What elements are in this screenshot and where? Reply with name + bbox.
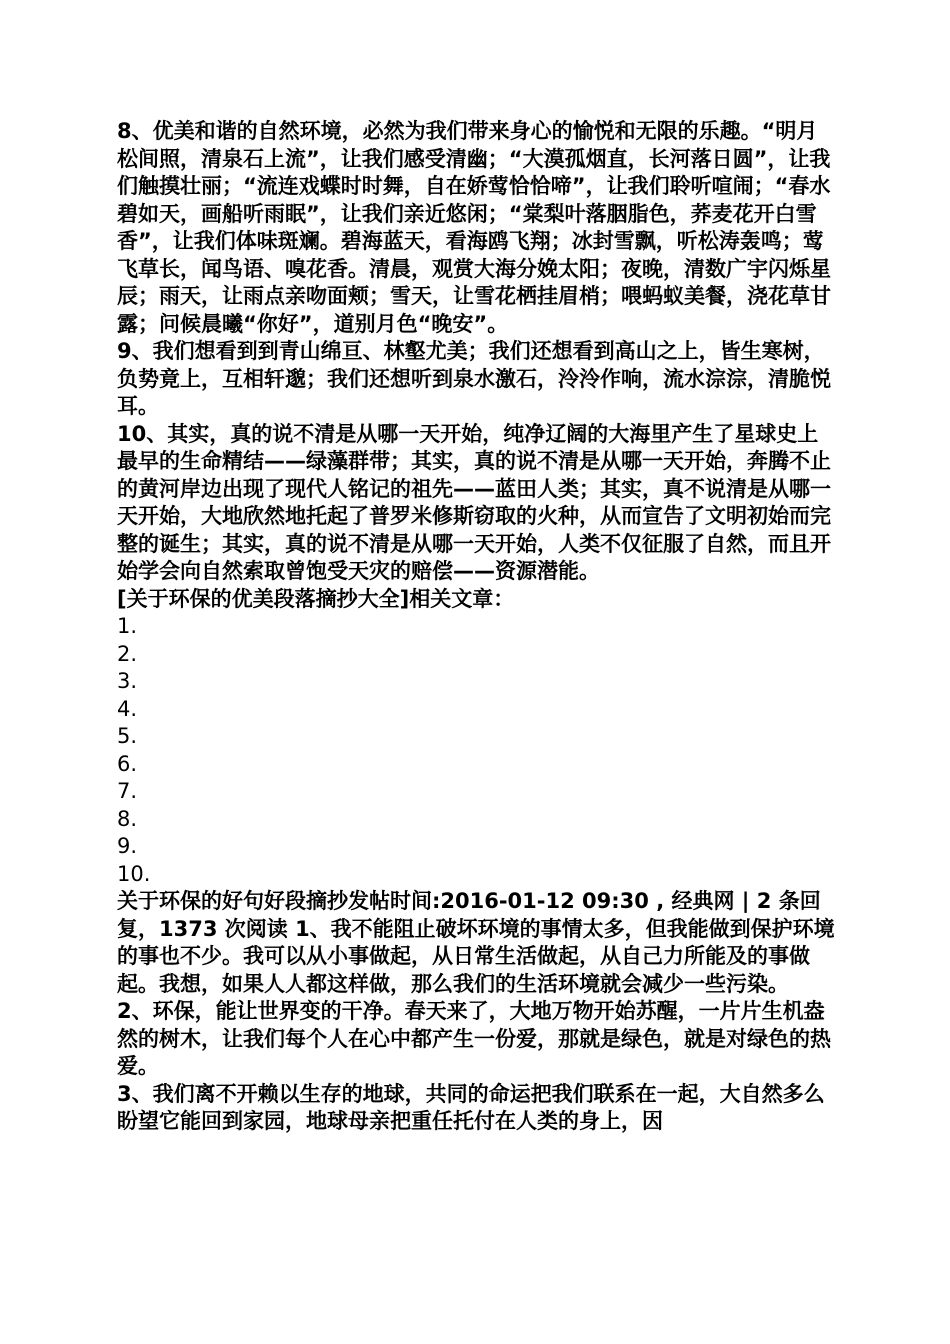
related-articles-heading: [关于环保的优美段落摘抄大全]相关文章：: [117, 586, 515, 611]
article-intro-paragraph: 关于环保的好句好段摘抄发帖时间:2016-01-12 09:30 , 经典网 | 2 条回复，1373 次阅读 1、我不能阻止破坏环境的事情太多，但我能做到保护环境的事也不少。我可以从小事做起，从日常生活做起，从自己力所能及的事做起。我想，如果人人都这样做，那么我们的生活环境就会减少一些污染。: [117, 889, 835, 996]
article-paragraph-3: 3、我们离不开赖以生存的地球，共同的命运把我们联系在一起，大自然多么盼望它能回到家园，地球母亲把重任托付在人类的身上，因: [117, 1081, 825, 1133]
related-article-item[interactable]: 8.: [117, 806, 138, 831]
article-paragraph-2: 2、环保，能让世界变的干净。春天来了，大地万物开始苏醒，一片片生机盎然的树木，让我们每个人在心中都产生一份爱，那就是绿色，就是对绿色的热爱。: [117, 999, 831, 1078]
related-article-item[interactable]: 6.: [117, 751, 138, 776]
related-article-item[interactable]: 10.: [117, 861, 151, 886]
related-article-item[interactable]: 9.: [117, 834, 138, 858]
related-article-item[interactable]: 7.: [117, 779, 138, 803]
related-article-item[interactable]: 5.: [117, 724, 138, 748]
related-article-item[interactable]: 4.: [117, 696, 138, 721]
paragraph-10: 10、其实，真的说不清是从哪一天开始，纯净辽阔的大海里产生了星球史上最早的生命精结——绿藻群带；其实，真的说不清是从哪一天开始，奔腾不止的黄河岸边出现了现代人铭记的祖先——蓝田人类；其实，真不说清是从哪一天开始，大地欣然地托起了普罗米修斯窃取的火种，从而宣告了文明初始而完整的诞生；其实，真的说不清是从哪一天开始，人类不仅征服了自然，而且开始学会向自然索取曾饱受天灾的赔偿——资源潜能。: [117, 421, 831, 583]
document-page: [117, 118, 837, 1136]
related-article-item[interactable]: 3.: [117, 669, 138, 693]
related-articles-list: [117, 613, 837, 888]
related-article-item[interactable]: 1.: [117, 614, 138, 638]
related-article-item[interactable]: 2.: [117, 641, 138, 666]
paragraph-9: 9、我们想看到到青山绵亘、林壑尤美；我们还想看到高山之上，皆生寒树，负势竟上，互相轩邈；我们还想听到泉水激石，泠泠作响，流水淙淙，清脆悦耳。: [117, 339, 831, 418]
paragraph-8: 8、优美和谐的自然环境，必然为我们带来身心的愉悦和无限的乐趣。“明月松间照，清泉石上流”，让我们感受清幽；“大漠孤烟直，长河落日圆”，让我们触摸壮丽；“流连戏蝶时时舞，自在娇莺恰恰啼”，让我们聆听喧闹；“春水碧如天，画船听雨眠”，让我们亲近悠闲；“棠梨叶落胭脂色，荞麦花开白雪香”，让我们体味斑斓。碧海蓝天，看海鸥飞翔；冰封雪飘，听松涛轰鸣；莺飞草长，闻鸟语、嗅花香。清晨，观赏大海分娩太阳；夜晚，清数广宇闪烁星辰；雨天，让雨点亲吻面颊；雪天，让雪花栖挂眉梢；喂蚂蚁美餐，浇花草甘露；问候晨曦“你好”，道别月色“晚安”。: [117, 119, 831, 336]
